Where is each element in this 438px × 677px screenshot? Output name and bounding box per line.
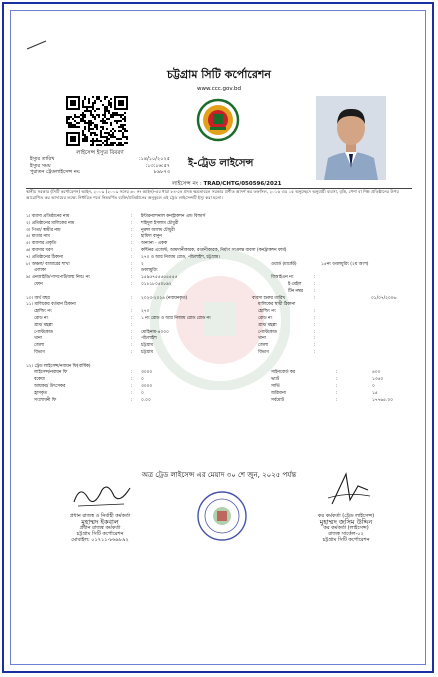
permanent-address-key: জেলা bbox=[258, 343, 269, 349]
fee-left-value: ০ bbox=[141, 390, 144, 396]
issue-date-label: ইস্যুর তারিখ bbox=[30, 156, 55, 163]
colon: : bbox=[131, 384, 133, 389]
issue-details bbox=[30, 150, 170, 176]
validity-statement: অত্র ট্রেড লাইসেন্স এর মেয়াদ ৩০ শে জুন, ২০২৫ পর্যন্ত bbox=[141, 471, 297, 479]
left-sig-line-2: মুহাম্মদ ইকবাল bbox=[81, 518, 119, 526]
left-sig-line-1: প্রধান রাজস্ব ও নির্বাহী কর্মকর্তা bbox=[69, 513, 131, 519]
colon: : bbox=[314, 329, 316, 335]
row-fee-heading bbox=[26, 364, 412, 371]
present-address-value: মোহিনাম-৪০০০ bbox=[141, 329, 169, 335]
present-address-key: জেলা bbox=[34, 343, 45, 349]
colon: : bbox=[131, 397, 133, 403]
row-fiscal-year bbox=[26, 296, 412, 303]
left-signature bbox=[66, 478, 136, 512]
row-owner-name bbox=[26, 221, 412, 228]
present-address-value: চট্টগ্রাম bbox=[141, 343, 153, 349]
value-business-type: কন্টিনর এজেন্ট, আমদানীকারক, রপ্তানীকারক, নির্মাণ সংক্রান্ত ব্যবসা (কনট্রাকশন ফার্ম) bbox=[141, 248, 287, 253]
right-sig-line-3: কর কর্মকর্তা (লাইসেন্স) bbox=[323, 525, 369, 531]
colon: : bbox=[131, 261, 133, 267]
row-business-nature bbox=[26, 241, 412, 248]
fee-left-key: সংশোধনী ফি bbox=[34, 397, 57, 403]
old-license-row bbox=[30, 169, 170, 175]
label-ward: ওয়ার্ড (মার্কেট) bbox=[271, 261, 297, 267]
colon: : bbox=[336, 370, 338, 376]
fee-right-value: ১৫ bbox=[372, 390, 378, 396]
value-phone: ০১৮১৮০৫০৮৯২ bbox=[141, 282, 172, 287]
fee-right-key: সাইনবোর্ড কর bbox=[271, 370, 296, 376]
colon: : bbox=[336, 384, 338, 389]
colon: : bbox=[314, 316, 316, 321]
fee-row bbox=[26, 391, 412, 398]
value-start-date: ০১/০৭/২০০৬ bbox=[371, 295, 397, 301]
colon: : bbox=[314, 275, 316, 281]
label-start-date: ব্যবসা শুরুর তারিখ bbox=[252, 295, 286, 301]
row-business-name bbox=[26, 214, 412, 221]
row-business-address bbox=[26, 255, 412, 262]
owner-photo bbox=[316, 96, 386, 180]
fee-left-key: লাইসেন্স/নবায়ন ফি bbox=[34, 370, 68, 376]
row-tin bbox=[26, 289, 412, 296]
colon: : bbox=[131, 282, 133, 287]
label-present-address: ১১। মালিকের বর্তমান ঠিকানা bbox=[26, 302, 76, 308]
colon: : bbox=[131, 350, 133, 355]
qr-code bbox=[66, 96, 128, 146]
colon: : bbox=[131, 220, 133, 226]
right-sig-line-5: চট্টগ্রাম সিটি কর্পোরেশন bbox=[322, 537, 370, 543]
value-ward: ১৫নং ডবলমুরিং (২য় অংশ) bbox=[321, 261, 369, 267]
fee-right-value: ১৩৫০ bbox=[372, 377, 384, 383]
present-address-key: থানা bbox=[34, 336, 42, 342]
license-number-label: লাইসেন্স নং : bbox=[172, 181, 202, 187]
old-license-label: পুরাতন ট্রেডলাইসেন্স নং: bbox=[30, 169, 81, 176]
label-business-nature: ৫। ব্যবসার প্রকৃতি bbox=[26, 241, 57, 247]
colon: : bbox=[314, 350, 316, 355]
value-business-address: ২৭০ ও আর নিজাম রোড, পাঁচলাইশ, চট্টগ্রাম। bbox=[141, 254, 220, 260]
pen-mark bbox=[26, 40, 48, 50]
issue-time-label: ইস্যুর সময় bbox=[30, 162, 51, 169]
fee-right-value: ৪০০ bbox=[372, 370, 381, 376]
label-zone: ৮। অঞ্চল/ বাজারের শাখা bbox=[26, 261, 70, 267]
colon: : bbox=[314, 295, 316, 301]
value-business-nature: অন্যান্য - একক bbox=[141, 241, 168, 247]
left-sig-line-4: চট্টগ্রাম সিটি কর্পোরেশন bbox=[76, 531, 124, 537]
fee-row bbox=[26, 377, 412, 384]
right-sig-line-2: মুহাম্মদ জসিম উদ্দিন bbox=[319, 518, 373, 526]
colon: : bbox=[336, 397, 338, 403]
label-fiscal-year: ১০। অর্থ বছর bbox=[26, 295, 50, 301]
colon: : bbox=[131, 295, 133, 301]
colon: : bbox=[131, 234, 133, 240]
address-row bbox=[26, 350, 412, 357]
label-owner-name: ২। প্রতিষ্ঠানের মালিকের নাম bbox=[26, 220, 75, 226]
fee-left-value: ০ bbox=[141, 377, 144, 383]
city-corporation-name: চট্টগ্রাম সিটি কর্পোরেশন bbox=[167, 68, 271, 81]
permanent-address-key: গ্রাম/ মহল্লা bbox=[258, 322, 277, 328]
present-address-key: বিভাগ bbox=[34, 350, 45, 355]
city-corporation-seal bbox=[196, 98, 240, 142]
fee-row bbox=[26, 384, 412, 391]
issue-date-value: :১৪/১০/২০২৫ bbox=[138, 156, 170, 163]
colon: : bbox=[336, 377, 338, 383]
label-father-name: ৩। পিতা/ স্বামীর নাম bbox=[26, 227, 61, 233]
label-tin: টিন নম্বর bbox=[288, 288, 303, 294]
present-address-key: পোস্টকোড bbox=[34, 329, 53, 335]
fee-left-key: বকেয়া bbox=[34, 377, 45, 383]
label-nid: ৯। এনআইডি/পাসপোর্ট/জন্ম নিবঃ নং bbox=[26, 275, 91, 281]
address-row bbox=[26, 343, 412, 350]
value-mother-name: হামিদা বানুন bbox=[141, 234, 162, 240]
value-area: ডবলমুরিং bbox=[141, 268, 158, 274]
colon: : bbox=[131, 214, 133, 219]
fee-left-key: আয়কর/ উৎসেকর bbox=[34, 384, 66, 389]
colon: : bbox=[314, 336, 316, 342]
colon: : bbox=[131, 241, 133, 247]
right-sig-line-4: রাজস্ব সার্কেল-০২ bbox=[328, 531, 364, 537]
colon: : bbox=[131, 390, 133, 396]
fee-row bbox=[26, 370, 412, 377]
row-address-headings bbox=[26, 302, 412, 309]
label-business-name: ১। ব্যবসা প্রতিষ্ঠানের নাম bbox=[26, 214, 70, 219]
colon: : bbox=[314, 343, 316, 349]
fee-left-value: ০.০০ bbox=[141, 397, 151, 403]
permanent-address-key: পোস্টকোড bbox=[258, 329, 277, 335]
label-mother-name: ৪। মাতার নাম bbox=[26, 234, 50, 240]
left-sig-line-3: প্রধান রাজস্ব কর্মকর্তা bbox=[79, 525, 121, 531]
right-signatory-block bbox=[286, 513, 406, 543]
row-nid bbox=[26, 275, 412, 282]
label-phone: ফোন bbox=[34, 282, 43, 287]
fee-right-key: জরিমানা bbox=[271, 390, 286, 396]
colon: : bbox=[131, 329, 133, 335]
fee-left-value: ৩০০০ bbox=[141, 370, 153, 376]
row-mother-name bbox=[26, 234, 412, 241]
permanent-address-key: বিভাগ bbox=[258, 350, 269, 355]
present-address-value: ২৭০ bbox=[141, 309, 150, 315]
label-area: এলাকা bbox=[34, 268, 46, 274]
fee-left-value: ৩০০০ bbox=[141, 384, 153, 389]
colon: : bbox=[314, 282, 316, 287]
left-signatory-block bbox=[40, 513, 160, 543]
permanent-address-key: থানা bbox=[258, 336, 266, 342]
value-zone: ২ bbox=[141, 261, 144, 267]
colon: : bbox=[336, 390, 338, 396]
address-row bbox=[26, 336, 412, 343]
website-link[interactable]: www.ccc.gov.bd bbox=[197, 86, 241, 92]
colon: : bbox=[131, 370, 133, 376]
issue-time-value: :১৩:০৬:৫৭ bbox=[145, 162, 170, 169]
address-row bbox=[26, 323, 412, 330]
left-sig-line-5: মোবাইল: ০১৭১১-৮৬৯৮৯২ bbox=[71, 537, 129, 543]
license-title: ই-ট্রেড লাইসেন্স bbox=[188, 158, 254, 169]
label-business-address: ৭। প্রতিষ্ঠানের ঠিকানা bbox=[26, 254, 64, 260]
value-owner-name: শহিদুল ইসলাম চৌধুরী bbox=[141, 220, 179, 226]
colon: : bbox=[131, 377, 133, 383]
right-sig-line-1: কর কর্মকর্তা (ট্রেড লাইসেন্স) bbox=[317, 513, 375, 519]
present-address-value: চট্টগ্রাম bbox=[141, 350, 153, 355]
row-father-name bbox=[26, 228, 412, 235]
fee-right-key: ভ্যাট bbox=[271, 377, 280, 383]
row-zone bbox=[26, 262, 412, 269]
colon: : bbox=[131, 343, 133, 349]
address-row bbox=[26, 316, 412, 323]
colon: : bbox=[131, 309, 133, 315]
fee-left-key: হ্রাসকৃত bbox=[34, 390, 48, 396]
colon: : bbox=[131, 275, 133, 281]
permanent-address-key: রোড নং bbox=[258, 316, 273, 321]
present-address-value: পাঁচলাইশ bbox=[141, 336, 157, 342]
colon: : bbox=[131, 268, 133, 274]
present-address-key: রোড নং bbox=[34, 316, 49, 321]
present-address-key: গ্রাম/ মহল্লা bbox=[34, 322, 53, 328]
round-seal-stamp bbox=[196, 490, 248, 542]
fee-row bbox=[26, 398, 412, 405]
value-nid: ১৫৯৫৭৫৫৫৫৫৫৫৫ bbox=[141, 275, 178, 281]
right-signature bbox=[322, 470, 374, 510]
colon: : bbox=[131, 248, 133, 253]
old-license-value: ৮৯৮৭৩ bbox=[153, 169, 170, 176]
colon: : bbox=[131, 336, 133, 342]
colon: : bbox=[314, 309, 316, 315]
colon: : bbox=[131, 322, 133, 328]
row-phone bbox=[26, 282, 412, 289]
permanent-address-key: হোল্ডিং নং bbox=[258, 309, 276, 315]
colon: : bbox=[131, 316, 133, 321]
value-father-name: নুরুল আলম চৌধুরী bbox=[141, 227, 175, 233]
fee-right-key: সার্ভি bbox=[271, 384, 280, 389]
colon: : bbox=[314, 288, 316, 294]
colon: : bbox=[131, 227, 133, 233]
label-email: ই-মেইল bbox=[288, 282, 302, 287]
issue-heading: লাইসেন্স ইস্যুর বিবরণ bbox=[76, 150, 124, 156]
fee-right-value: ০ bbox=[372, 384, 375, 389]
present-address-value: ১ নং রোড ও আর নিজাম রোড রোড নং bbox=[141, 316, 211, 321]
row-business-type bbox=[26, 248, 412, 255]
label-bin: বিআইএন নং bbox=[271, 275, 294, 281]
label-business-type: ৬। ব্যবসার ধরণ bbox=[26, 248, 53, 253]
colon: : bbox=[314, 322, 316, 328]
label-permanent-address: মালিকের স্থায়ী ঠিকানা bbox=[258, 302, 296, 308]
value-fiscal-year: ২০২৩-২০২৪ (নবায়নকৃত) bbox=[141, 295, 188, 301]
legal-notice: স্থানীয় সরকার (সিটি কর্পোরেশন) আইন, ২০০৯ (২০০৯ সনের ৬০ নং আইন)-এর ধারা ৮৪-তে প্রদত্ত ক্ষমতাবলে সরকার প্রণীত আদর্শ কর তফসিল, ২০১৬ এর ১৫ অনুচ্ছেদে অনুযায়ী ব্যবসা, বৃত্তি, পেশা বা শিল্প প্রতিষ্ঠানের উপর আরোপিত কর আদায়ের লক্ষ্যে নির্ধারিত শর্তে নিম্নবর্ণিত ব্যক্তি/প্রতিষ্ঠানের অনুকূলে এই ট্রেড লাইসেন্সটি ইস্যু করা হলো। bbox=[26, 189, 399, 200]
value-business-name: ইন্টারন্যাশনাল কনস্ট্রাকশন এন্ড বিল্ডার্স bbox=[141, 214, 206, 219]
fee-right-value: ১৭৭৬৫.০০ bbox=[372, 397, 393, 403]
label-fee-heading: ১২। ট্রেড লাইসেন্স/নবায়ন ফি(বার্ষিক) bbox=[26, 363, 91, 369]
address-row bbox=[26, 330, 412, 337]
present-address-key: হোল্ডিং নং bbox=[34, 309, 52, 315]
license-number-value: TRAD/CHTG/050596/2021 bbox=[203, 181, 282, 187]
address-row bbox=[26, 309, 412, 316]
colon: : bbox=[131, 254, 133, 260]
fee-right-key: সর্বমোট bbox=[271, 397, 284, 403]
